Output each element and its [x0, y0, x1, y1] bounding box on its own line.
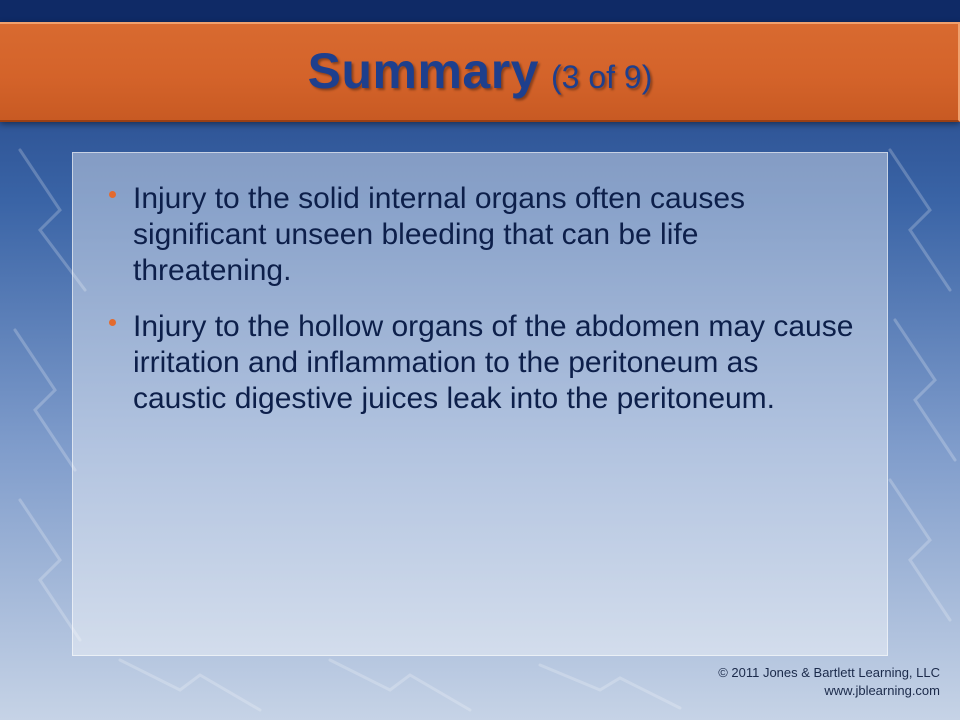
bullet-dot-icon — [109, 319, 116, 326]
bullet-text: Injury to the solid internal organs often causes significant unseen bleeding that can be life threatening. — [133, 182, 746, 287]
top-band — [0, 0, 960, 22]
bullet-text: Injury to the hollow organs of the abdomen may cause irritation and inflammation to the peritoneum as caustic digestive juices leak into the peritoneum. — [133, 310, 854, 415]
bullet-dot-icon — [109, 191, 116, 198]
slide-title — [0, 42, 960, 100]
copyright-text: © 2011 Jones & Bartlett Learning, LLC — [718, 665, 940, 680]
bullet-item — [109, 181, 857, 289]
bullet-list — [73, 153, 887, 417]
title-bar — [0, 22, 960, 122]
bullet-item — [109, 309, 857, 417]
website-text: www.jblearning.com — [824, 683, 940, 698]
footer — [718, 664, 940, 700]
title-page-count: (3 of 9) — [551, 59, 653, 95]
content-box — [72, 152, 888, 656]
title-text: Summary — [307, 43, 539, 99]
